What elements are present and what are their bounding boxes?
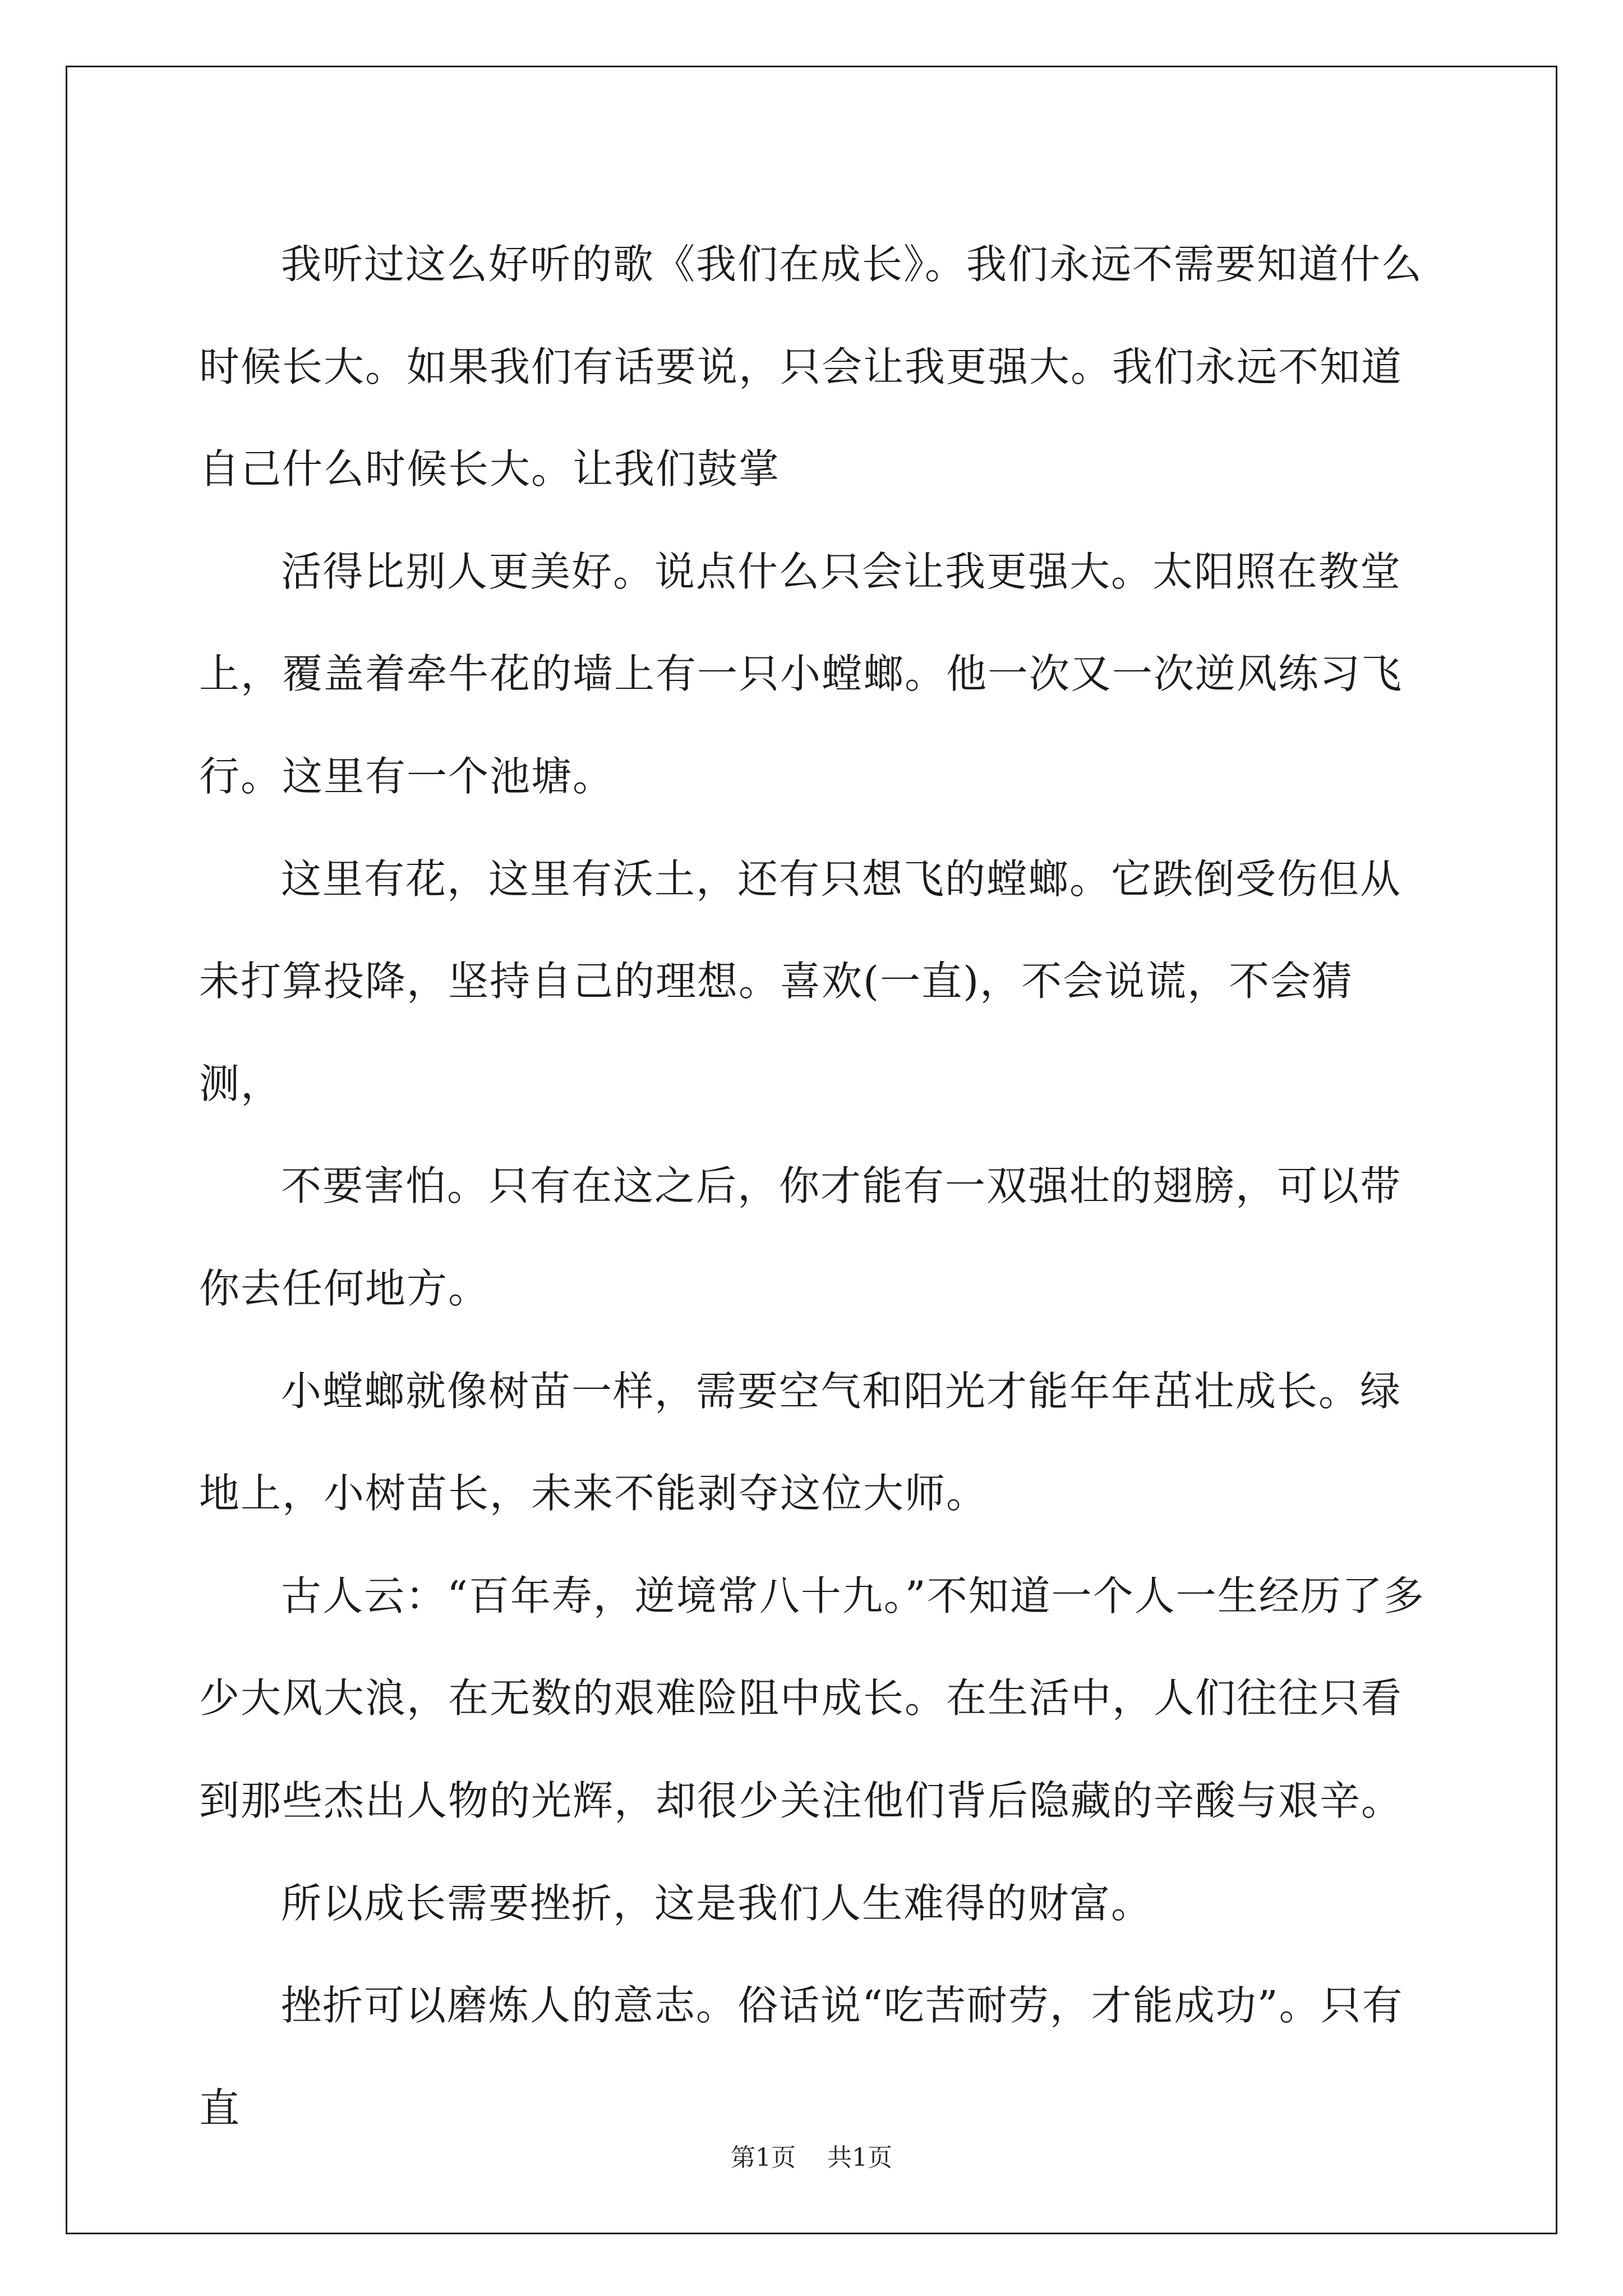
page-total: 共1页 — [827, 2143, 892, 2172]
paragraph: 这里有花，这里有沃土，还有只想飞的螳螂。它跌倒受伤但从未打算投降，坚持自己的理想。喜欢(一直)，不会说谎，不会猜测， — [199, 855, 1402, 1107]
paragraph: 挫折可以磨炼人的意志。俗话说“吃苦耐劳，才能成功”。只有直 — [199, 1982, 1404, 2132]
paragraph: 古人云：“百年寿，逆境常八十九。”不知道一个人一生经历了多少大风大浪，在无数的艰难险阻中成长。在生活中，人们往往只看到那些杰出人物的光辉，却很少关注他们背后隐藏的辛酸与艰辛。 — [199, 1572, 1425, 1824]
paragraph: 活得比别人更美好。说点什么只会让我更强大。太阳照在教堂上，覆盖着牵牛花的墙上有一只小螳螂。他一次又一次逆风练习飞行。这里有一个池塘。 — [199, 547, 1403, 800]
paragraph: 我听过这么好听的歌《我们在成长》。我们永远不需要知道什么时候长大。如果我们有话要说，只会让我更强大。我们永远不知道自己什么时候长大。让我们鼓掌 — [199, 241, 1423, 493]
paragraph: 所以成长需要挫折，这是我们人生难得的财富。 — [281, 1879, 1153, 1927]
paragraph: 小螳螂就像树苗一样，需要空气和阳光才能年年茁壮成长。绿地上，小树苗长，未来不能剥夺这位大师。 — [199, 1367, 1402, 1517]
paragraph: 不要害怕。只有在这之后，你才能有一双强壮的翅膀，可以带你去任何地方。 — [199, 1162, 1402, 1312]
page-number: 第1页 — [731, 2143, 796, 2172]
document-body — [199, 213, 1433, 2159]
page-footer — [0, 2137, 1623, 2173]
